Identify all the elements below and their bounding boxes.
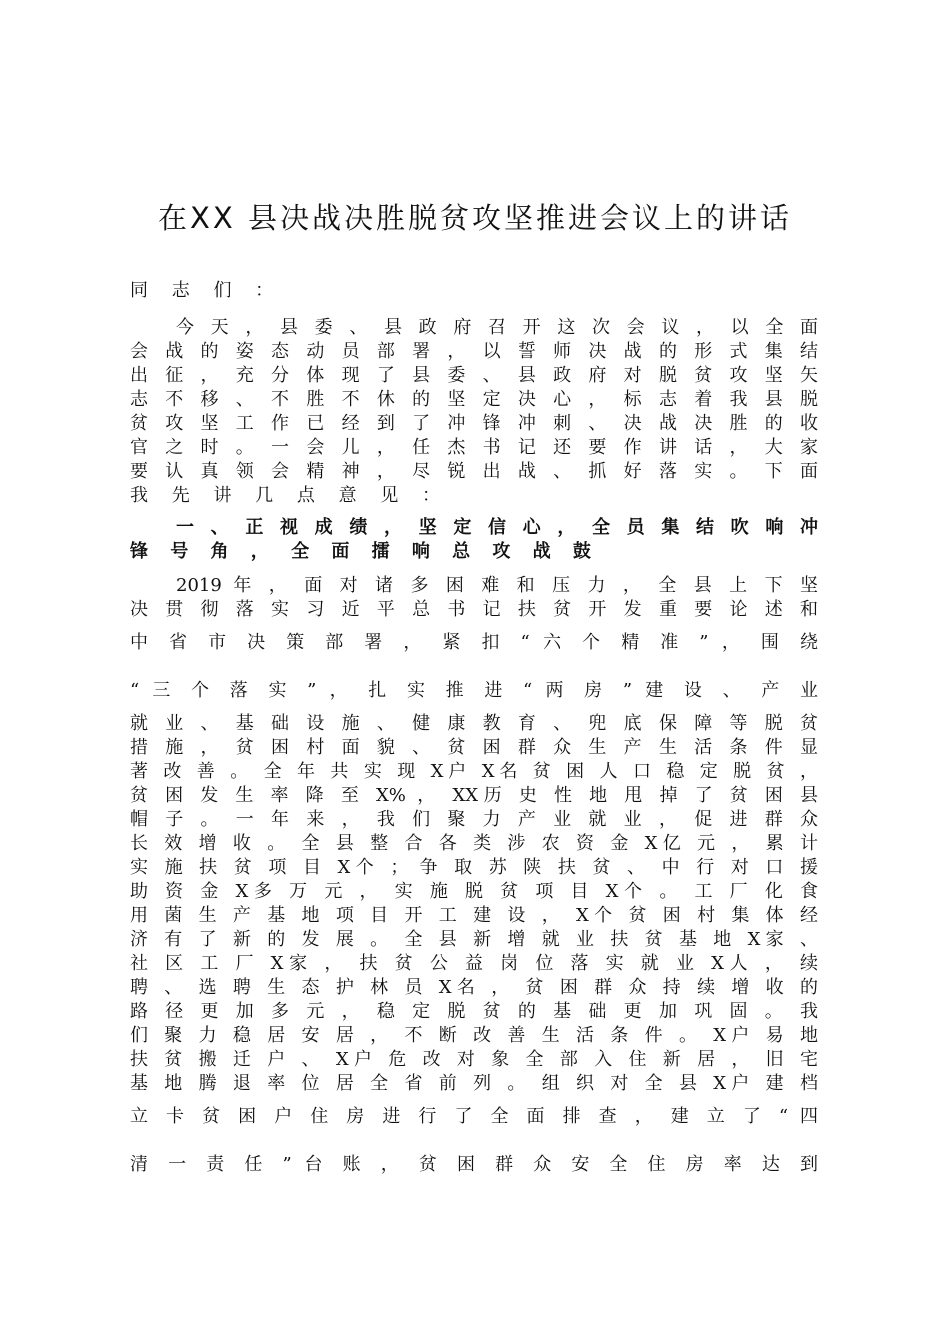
paragraph-line: 清 一 责 任 ” 台 账 ， 贫 困 群 众 安 全 住 房 率 达 到 xyxy=(130,1154,818,1175)
paragraph-line: 济 有 了 新 的 发 展 。 全 县 新 增 就 业 扶 贫 基 地 X家 、 xyxy=(130,929,818,950)
paragraph-line: 今 天 ， 县 委 、 县 政 府 召 开 这 次 会 议 ， 以 全 面 xyxy=(176,317,818,338)
paragraph-line: 志 不 移 、 不 胜 不 休 的 坚 定 决 心 ， 标 志 着 我 县 脱 xyxy=(130,389,818,410)
paragraph-line: 聘 、 选 聘 生 态 护 林 员 X名 ， 贫 困 群 众 持 续 增 收 的 xyxy=(130,977,818,998)
section-heading: 一 、 正 视 成 绩 ， 坚 定 信 心 ， 全 员 集 结 吹 响 冲 xyxy=(176,517,818,538)
paragraph-line: 贫 攻 坚 工 作 已 经 到 了 冲 锋 冲 刺 、 决 战 决 胜 的 收 xyxy=(130,413,818,434)
paragraph-line: 助 资 金 X多 万 元 ， 实 施 脱 贫 项 目 X个 。 工 厂 化 食 xyxy=(130,881,818,902)
document-title: 在XX 县决战决胜脱贫攻坚推进会议上的讲话 xyxy=(158,201,792,235)
paragraph-line: 路 径 更 加 多 元 ， 稳 定 脱 贫 的 基 础 更 加 巩 固 。 我 xyxy=(130,1001,818,1022)
paragraph-line: 用 菌 生 产 基 地 项 目 开 工 建 设 ， X个 贫 困 村 集 体 经 xyxy=(130,905,818,926)
paragraph-line: 出 征 ， 充 分 体 现 了 县 委 、 县 政 府 对 脱 贫 攻 坚 矢 xyxy=(130,365,818,386)
paragraph-line: 立 卡 贫 困 户 住 房 进 行 了 全 面 排 查 ， 建 立 了 “ 四 xyxy=(130,1106,818,1127)
paragraph-line: 基 地 腾 退 率 位 居 全 省 前 列 。 组 织 对 全 县 X户 建 档 xyxy=(130,1073,818,1094)
paragraph-line: 实 施 扶 贫 项 目 X个 ； 争 取 苏 陕 扶 贫 、 中 行 对 口 援 xyxy=(130,857,818,878)
section-heading: 锋 号 角 ， 全 面 擂 响 总 攻 战 鼓 xyxy=(130,541,599,562)
paragraph-line: 扶 贫 搬 迁 户 、 X户 危 改 对 象 全 部 入 住 新 居 ， 旧 宅 xyxy=(130,1049,818,1070)
paragraph-line: 2019 年 ， 面 对 诸 多 困 难 和 压 力 ， 全 县 上 下 坚 xyxy=(176,575,818,596)
paragraph-line: 措 施 ， 贫 困 村 面 貌 、 贫 困 群 众 生 产 生 活 条 件 显 xyxy=(130,737,818,758)
paragraph-line: 就 业 、 基 础 设 施 、 健 康 教 育 、 兜 底 保 障 等 脱 贫 xyxy=(130,713,818,734)
paragraph-line: 官 之 时 。 一 会 儿 ， 任 杰 书 记 还 要 作 讲 话 ， 大 家 xyxy=(130,437,818,458)
paragraph-line: 著 改 善 。 全 年 共 实 现 X户 X名 贫 困 人 口 稳 定 脱 贫 ， xyxy=(130,761,818,782)
paragraph-line: 决 贯 彻 落 实 习 近 平 总 书 记 扶 贫 开 发 重 要 论 述 和 xyxy=(130,599,818,620)
paragraph-line: 长 效 增 收 。 全 县 整 合 各 类 涉 农 资 金 X亿 元 ， 累 计 xyxy=(130,833,818,854)
paragraph-line: 社 区 工 厂 X家 ， 扶 贫 公 益 岗 位 落 实 就 业 X人 ， 续 xyxy=(130,953,818,974)
paragraph-line: 我 先 讲 几 点 意 见 ： xyxy=(130,485,450,506)
paragraph-line: 会 战 的 姿 态 动 员 部 署 ， 以 誓 师 决 战 的 形 式 集 结 xyxy=(130,341,818,362)
paragraph-line: 中 省 市 决 策 部 署 ， 紧 扣 “ 六 个 精 准 ” ， 围 绕 xyxy=(130,632,818,653)
paragraph-line: 们 聚 力 稳 居 安 居 ， 不 断 改 善 生 活 条 件 。 X户 易 地 xyxy=(130,1025,818,1046)
paragraph-line: 帽 子 。 一 年 来 ， 我 们 聚 力 产 业 就 业 ， 促 进 群 众 xyxy=(130,809,818,830)
paragraph-line: “ 三 个 落 实 ” ， 扎 实 推 进 “ 两 房 ” 建 设 、 产 业 xyxy=(130,680,818,701)
salutation: 同 志 们 ： xyxy=(130,280,283,301)
paragraph-line: 贫 困 发 生 率 降 至 X% ， XX历 史 性 地 甩 掉 了 贫 困 县 xyxy=(130,785,818,806)
paragraph-line: 要 认 真 领 会 精 神 ， 尽 锐 出 战 、 抓 好 落 实 。 下 面 xyxy=(130,461,818,482)
